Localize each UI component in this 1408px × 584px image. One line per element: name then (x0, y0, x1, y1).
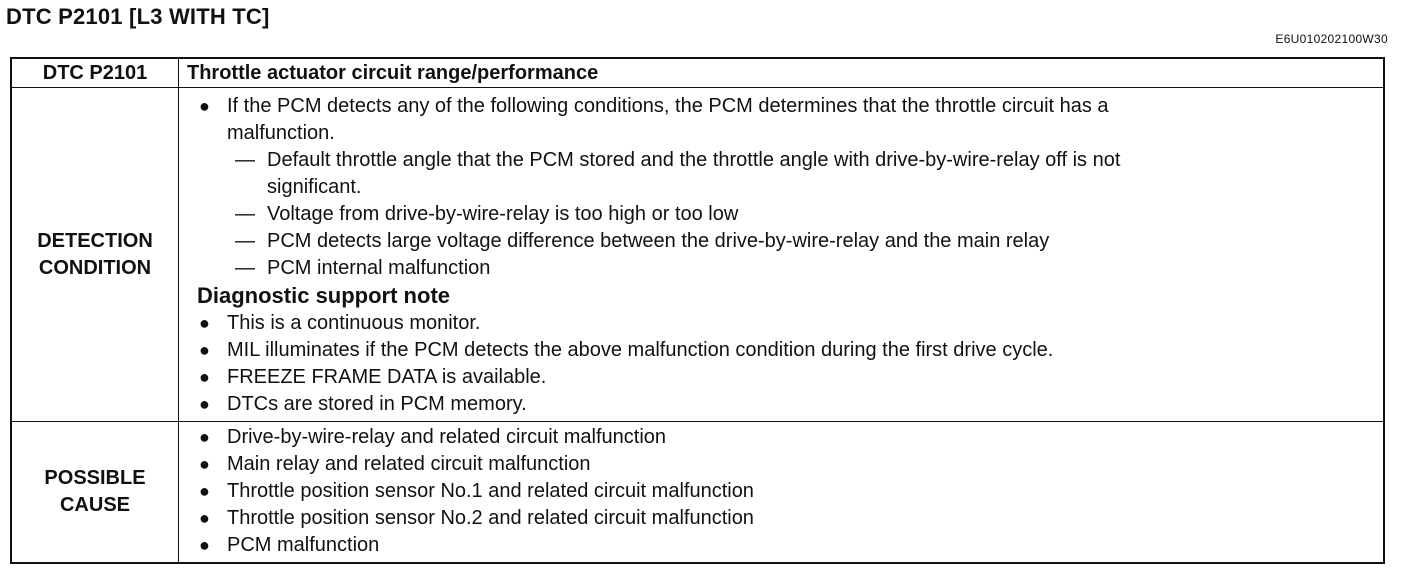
list-item (197, 424, 1375, 451)
list-item-text: MIL illuminates if the PCM detects the above malfunction condition during the first drive cycle. (227, 339, 1054, 361)
list-item (197, 505, 1375, 532)
list-item (197, 364, 1375, 391)
list-item (197, 310, 1375, 337)
list-item-text: Main relay and related circuit malfunction (227, 453, 591, 475)
possible-cause-label (11, 422, 179, 564)
dash-item (227, 255, 1375, 282)
dtc-table (10, 57, 1385, 564)
dash-item (227, 228, 1375, 255)
dash-item (227, 147, 1375, 201)
detection-condition-label (11, 88, 179, 422)
list-item-text: Throttle position sensor No.1 and related circuit malfunction (227, 480, 754, 502)
detection-condition-row (11, 88, 1384, 422)
label-line: CONDITION (38, 256, 152, 279)
intro-line: If the PCM detects any of the following conditions, the PCM determines that the throttle circuit has a (227, 95, 1109, 117)
intro-line: malfunction. (227, 122, 335, 144)
dash-line: Default throttle angle that the PCM stored and the throttle angle with drive-by-wire-relay off is not (267, 149, 1121, 171)
bullet-icon: ● (199, 508, 210, 528)
dash-icon: — (235, 257, 255, 279)
dash-item (227, 201, 1375, 228)
dash-icon: — (235, 203, 255, 225)
list-item (197, 337, 1375, 364)
list-item-text: This is a continuous monitor. (227, 312, 481, 334)
dash-line: significant. (267, 176, 362, 198)
list-item (197, 93, 1375, 147)
dash-icon: — (235, 230, 255, 252)
bullet-icon: ● (199, 535, 210, 555)
list-item-text: Throttle position sensor No.2 and related circuit malfunction (227, 507, 754, 529)
list-item (197, 451, 1375, 478)
list-item-text: PCM malfunction (227, 534, 380, 556)
list-item (197, 532, 1375, 559)
list-item (197, 391, 1375, 418)
label-line: DETECTION (37, 229, 153, 252)
table-header-row (11, 58, 1384, 88)
dtc-code-cell: DTC P2101 (11, 58, 179, 88)
bullet-icon: ● (199, 481, 210, 501)
document-code: E6U010202100W30 (1275, 32, 1388, 46)
list-item-text: DTCs are stored in PCM memory. (227, 393, 527, 415)
label-line: CAUSE (59, 494, 130, 516)
dash-line: PCM internal malfunction (267, 257, 491, 279)
bullet-icon: ● (199, 427, 210, 447)
bullet-icon: ● (199, 96, 210, 116)
dash-list (197, 147, 1375, 282)
page-title: DTC P2101 [L3 WITH TC] (6, 4, 270, 29)
detection-condition-content (179, 88, 1385, 422)
list-item (197, 478, 1375, 505)
dash-icon: — (235, 149, 255, 171)
dash-line: PCM detects large voltage difference between the drive-by-wire-relay and the main relay (267, 230, 1050, 252)
list-item-text: FREEZE FRAME DATA is available. (227, 366, 547, 388)
dash-line: Voltage from drive-by-wire-relay is too high or too low (267, 203, 739, 225)
label-line: POSSIBLE (44, 467, 146, 489)
dtc-description-cell: Throttle actuator circuit range/performance (179, 58, 1385, 88)
support-note-heading: Diagnostic support note (197, 283, 450, 308)
bullet-icon: ● (199, 367, 210, 387)
bullet-icon: ● (199, 394, 210, 414)
bullet-icon: ● (199, 340, 210, 360)
possible-cause-row (11, 422, 1384, 564)
bullet-icon: ● (199, 454, 210, 474)
list-item-text: Drive-by-wire-relay and related circuit malfunction (227, 426, 667, 448)
bullet-icon: ● (199, 313, 210, 333)
possible-cause-content (179, 422, 1385, 564)
